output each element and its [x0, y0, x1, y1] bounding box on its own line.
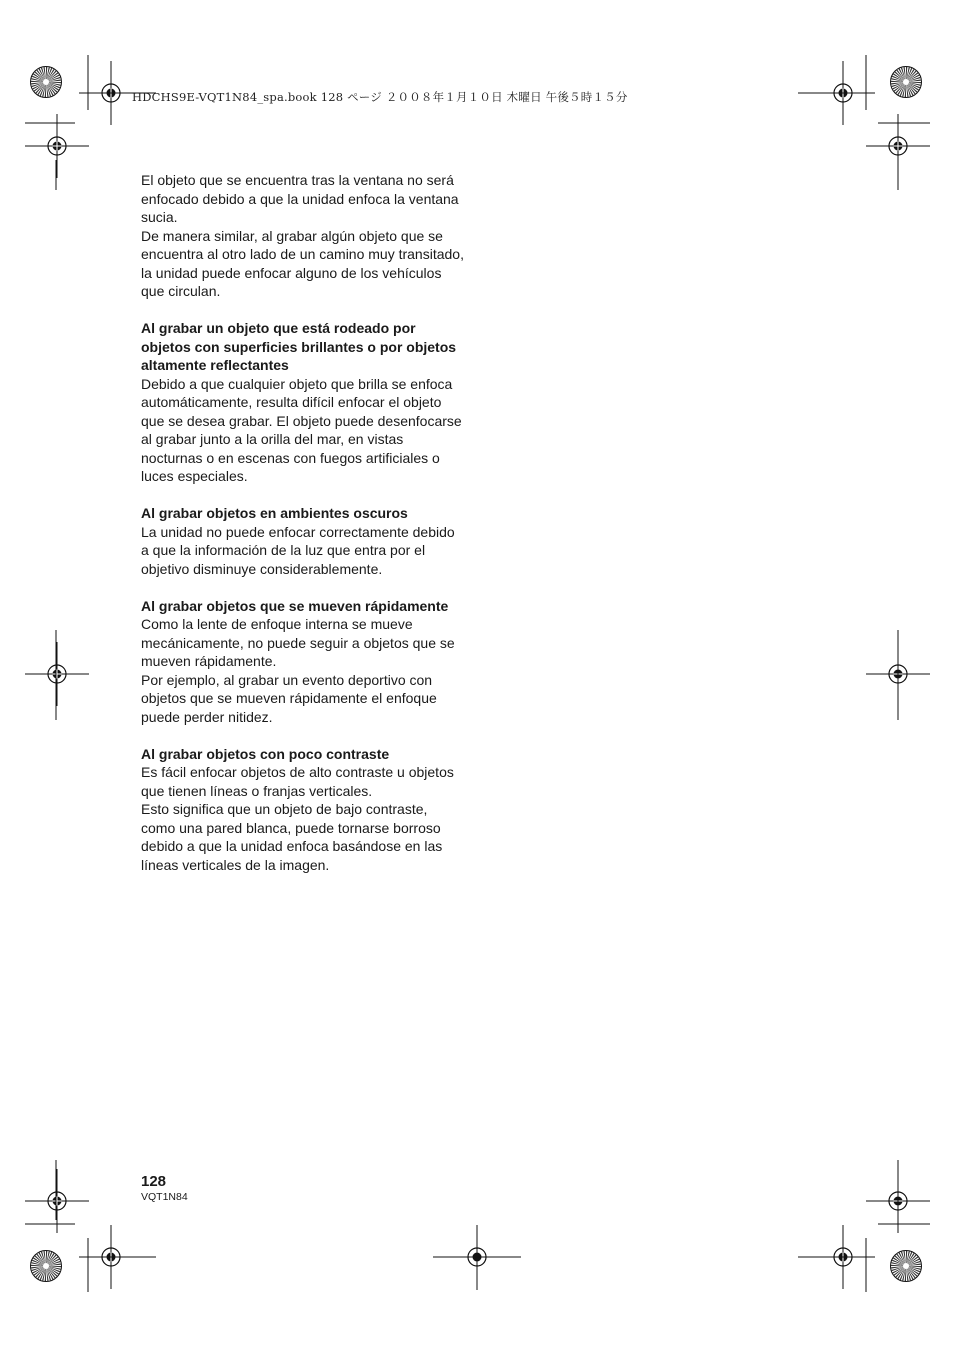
star-target-center — [43, 79, 49, 85]
page-number: 128 — [141, 1173, 167, 1190]
intro-paragraph-2: De manera similar, al grabar algún objeto que se encuentra al otro lado de un camino muy transitado, la unidad puede enfocar alguno de los vehículos que circulan. — [141, 227, 464, 299]
section-text-dark: La unidad no puede enfocar correctamente debido a que la información de la luz que entra por el objetivo disminuye considerablemente. — [141, 523, 455, 577]
section-heading-contrast: Al grabar objetos con poco contraste — [141, 745, 390, 762]
print-file-header: HDCHS9E-VQT1N84_spa.book 128 ページ ２００８年１月１０日 木曜日 午後５時１５分 — [132, 90, 628, 104]
section-text-contrast-2: Esto significa que un objeto de bajo contraste, como una pared blanca, puede tornarse borroso debido a que la unidad enfoca basándose en las líneas verticales de la imagen. — [141, 801, 443, 873]
section-text-contrast-1: Es fácil enfocar objetos de alto contraste u objetos que tienen líneas o franjas verticales. — [141, 764, 454, 799]
star-target-center — [903, 1263, 909, 1269]
star-target-center — [43, 1263, 49, 1269]
main-text-column — [141, 171, 465, 874]
intro-paragraph-1: El objeto que se encuentra tras la ventana no será enfocado debido a que la unidad enfoca la ventana sucia. — [141, 172, 459, 225]
star-target-center — [903, 79, 909, 85]
section-text-fast-1: Como la lente de enfoque interna se mueve mecánicamente, no puede seguir a objetos que se mueven rápidamente. — [141, 616, 455, 669]
section-heading-reflective: Al grabar un objeto que está rodeado por objetos con superficies brillantes o por objetos altamente reflectantes — [141, 320, 457, 373]
model-code: VQT1N84 — [141, 1191, 188, 1203]
section-text-fast-2: Por ejemplo, al grabar un evento deportivo con objetos que se mueven rápidamente el enfoque puede perder nitidez. — [141, 671, 437, 725]
section-heading-dark: Al grabar objetos en ambientes oscuros — [141, 505, 408, 521]
section-text-reflective: Debido a que cualquier objeto que brilla se enfoca automáticamente, resulta difícil enfocar el objeto que se desea grabar. El objeto puede desenfocarse al grabar junto a la orilla del mar, en vistas nocturnas o en escenas con fuegos artificiales o luces especiales. — [141, 375, 462, 484]
section-heading-fast: Al grabar objetos que se mueven rápidamente — [141, 597, 449, 614]
